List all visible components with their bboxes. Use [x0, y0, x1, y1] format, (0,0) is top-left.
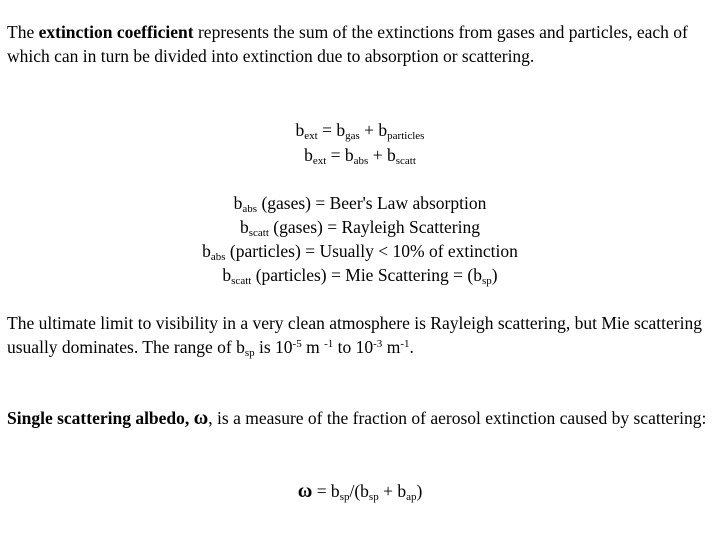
- def-sub: scatt: [231, 275, 252, 287]
- def-sub: scatt: [248, 227, 269, 239]
- definition-line: [0, 191, 720, 215]
- vis-text-3: m: [301, 337, 325, 357]
- eq2-sub-abs: abs: [353, 155, 369, 167]
- definition-line: [0, 239, 720, 263]
- intro-term: extinction coefficient: [38, 22, 194, 42]
- albedo-eq-sub-sp: sp: [368, 491, 379, 503]
- def-text: (particles) = Usually < 10% of extinction: [225, 241, 518, 261]
- albedo-paragraph: [7, 406, 707, 430]
- vis-sup-2: -1: [324, 338, 334, 350]
- albedo-eq-t2: /(b: [349, 481, 369, 501]
- vis-text-4: to 10: [333, 337, 374, 357]
- def-sub: abs: [210, 251, 226, 263]
- eq2-b: b: [304, 145, 313, 165]
- eq2-sub-scatt: scatt: [395, 155, 416, 167]
- def-b: b: [233, 193, 243, 213]
- equation-ext-gas-particles: [0, 118, 720, 142]
- def-end-sub: sp: [481, 275, 492, 287]
- visibility-paragraph: [7, 311, 707, 359]
- intro-paragraph: [7, 20, 707, 68]
- eq2-mid2: + b: [368, 145, 396, 165]
- vis-text-6: .: [409, 337, 414, 357]
- def-text: (gases) = Rayleigh Scattering: [268, 217, 480, 237]
- eq1-sub-ext: ext: [304, 130, 318, 142]
- eq1-mid2: + b: [359, 120, 388, 140]
- omega-symbol: ω: [297, 480, 313, 502]
- definition-line: [0, 263, 720, 287]
- def-end: ): [491, 265, 498, 285]
- vis-sup-1: -5: [292, 338, 302, 350]
- vis-sup-4: -1: [400, 338, 410, 350]
- eq1-b: b: [295, 120, 305, 140]
- def-text: (gases) = Beer's Law absorption: [257, 193, 487, 213]
- def-b: b: [222, 265, 232, 285]
- albedo-eq-sub-sp: sp: [339, 491, 350, 503]
- albedo-eq-t1: = b: [312, 481, 340, 501]
- eq1-mid1: = b: [317, 120, 346, 140]
- vis-text-2: is 10: [254, 337, 293, 357]
- eq2-mid1: = b: [326, 145, 354, 165]
- vis-sub-sp: sp: [244, 347, 255, 359]
- vis-text-5: m: [382, 337, 401, 357]
- eq1-sub-particles: particles: [387, 130, 425, 142]
- eq1-sub-gas: gas: [345, 130, 360, 142]
- eq2-sub-ext: ext: [312, 155, 327, 167]
- intro-pre: The: [7, 22, 39, 42]
- albedo-post: , is a measure of the fraction of aerosol extinction caused by scattering:: [208, 408, 707, 428]
- def-sub: abs: [242, 203, 258, 215]
- vis-sup-3: -3: [373, 338, 383, 350]
- def-text: (particles) = Mie Scattering = (b: [251, 265, 482, 285]
- equation-ext-abs-scatt: [0, 143, 720, 167]
- def-b: b: [240, 217, 249, 237]
- definition-line: [0, 215, 720, 239]
- def-b: b: [202, 241, 211, 261]
- albedo-eq-t4: ): [416, 481, 423, 501]
- albedo-term: Single scattering albedo,: [7, 408, 194, 428]
- intro-post: represents the sum of the extinctions from gases and particles, each of which can in turn be divided into extinction due to absorption or scattering.: [7, 22, 688, 66]
- albedo-eq-t3: + b: [378, 481, 407, 501]
- vis-text-1: The ultimate limit to visibility in a very clean atmosphere is Rayleigh scattering, but Mie scattering usually dominates. The range of b: [7, 313, 702, 357]
- albedo-equation: [0, 479, 720, 503]
- omega-symbol: ω: [193, 407, 209, 429]
- albedo-eq-sub-ap: ap: [406, 491, 417, 503]
